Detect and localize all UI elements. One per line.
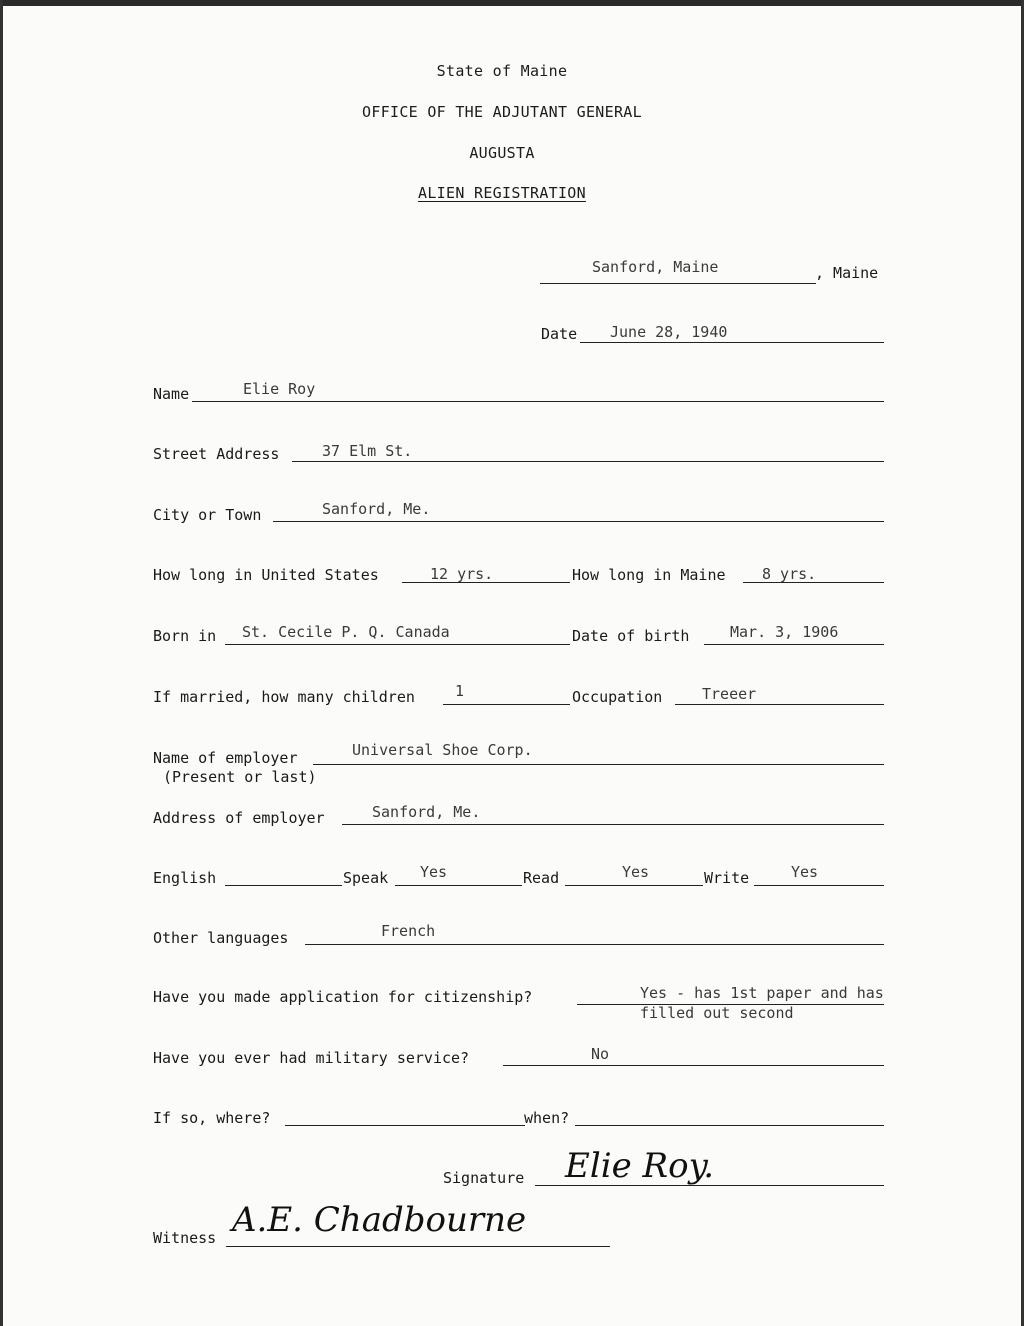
citizenship-value-line2: filled out second: [640, 1004, 794, 1022]
military-rule: [503, 1065, 884, 1066]
date-value: June 28, 1940: [610, 323, 728, 341]
name-rule: [192, 401, 884, 402]
signature-label: Signature: [443, 1169, 525, 1187]
us-years-label: How long in United States: [153, 566, 379, 584]
children-value: 1: [455, 682, 465, 700]
place-rule: [540, 283, 816, 284]
form-title-text: ALIEN REGISTRATION: [418, 184, 586, 202]
place-value: Sanford, Maine: [592, 258, 719, 276]
employer-label: Name of employer: [153, 749, 298, 767]
name-label: Name: [153, 385, 190, 403]
speak-label: Speak: [343, 869, 389, 887]
employer-sublabel: (Present or last): [163, 768, 317, 786]
military-value: No: [591, 1045, 610, 1063]
when-label: when?: [524, 1109, 570, 1127]
maine-years-label: How long in Maine: [572, 566, 726, 584]
read-value: Yes: [622, 863, 650, 881]
city-label: City or Town: [153, 506, 262, 524]
maine-years-rule: [743, 582, 884, 583]
employer-value: Universal Shoe Corp.: [352, 741, 533, 759]
witness-label: Witness: [153, 1229, 217, 1247]
military-label: Have you ever had military service?: [153, 1049, 470, 1067]
read-rule: [565, 885, 703, 886]
born-in-rule: [225, 644, 570, 645]
write-label: Write: [704, 869, 750, 887]
children-rule: [443, 704, 570, 705]
street-rule: [292, 461, 884, 462]
read-label: Read: [523, 869, 560, 887]
other-languages-value: French: [381, 922, 436, 940]
born-in-value: St. Cecile P. Q. Canada: [242, 623, 450, 641]
english-label: English: [153, 869, 217, 887]
occupation-label: Occupation: [572, 688, 663, 706]
witness-signature: A.E. Chadbourne: [232, 1200, 527, 1240]
citizenship-label: Have you made application for citizenship?: [153, 988, 533, 1006]
signature-value: Elie Roy.: [565, 1146, 715, 1186]
date-label: Date: [541, 325, 578, 343]
street-value: 37 Elm St.: [322, 442, 413, 460]
employer-rule: [313, 764, 884, 765]
employer-address-value: Sanford, Me.: [372, 803, 481, 821]
english-rule: [225, 885, 342, 886]
where-rule: [285, 1125, 525, 1126]
employer-address-label: Address of employer: [153, 809, 325, 827]
witness-rule: [226, 1246, 610, 1247]
signature-rule: [535, 1185, 884, 1186]
date-rule: [580, 342, 884, 343]
dob-rule: [704, 644, 884, 645]
city-rule: [273, 521, 884, 522]
header-office: OFFICE OF THE ADJUTANT GENERAL: [362, 103, 642, 121]
when-rule: [575, 1125, 884, 1126]
header-city: AUGUSTA: [469, 144, 535, 162]
where-label: If so, where?: [153, 1109, 271, 1127]
children-label: If married, how many children: [153, 688, 415, 706]
citizenship-value-line1: Yes - has 1st paper and has: [640, 984, 884, 1002]
street-label: Street Address: [153, 445, 280, 463]
born-in-label: Born in: [153, 627, 217, 645]
speak-rule: [395, 885, 522, 886]
employer-address-rule: [342, 824, 884, 825]
name-value: Elie Roy: [243, 380, 316, 398]
us-years-value: 12 yrs.: [430, 565, 494, 583]
maine-years-value: 8 yrs.: [762, 565, 817, 583]
write-rule: [754, 885, 884, 886]
scan-top-edge: [0, 0, 1024, 6]
dob-value: Mar. 3, 1906: [730, 623, 839, 641]
us-years-rule: [402, 582, 570, 583]
header-state: State of Maine: [436, 62, 568, 80]
occupation-rule: [675, 704, 884, 705]
dob-label: Date of birth: [572, 627, 690, 645]
write-value: Yes: [791, 863, 819, 881]
other-languages-rule: [305, 944, 884, 945]
other-languages-label: Other languages: [153, 929, 289, 947]
speak-value: Yes: [420, 863, 448, 881]
place-suffix: , Maine: [815, 264, 879, 282]
occupation-value: Treeer: [702, 685, 757, 703]
city-value: Sanford, Me.: [322, 500, 431, 518]
form-title: [0, 184, 1004, 202]
